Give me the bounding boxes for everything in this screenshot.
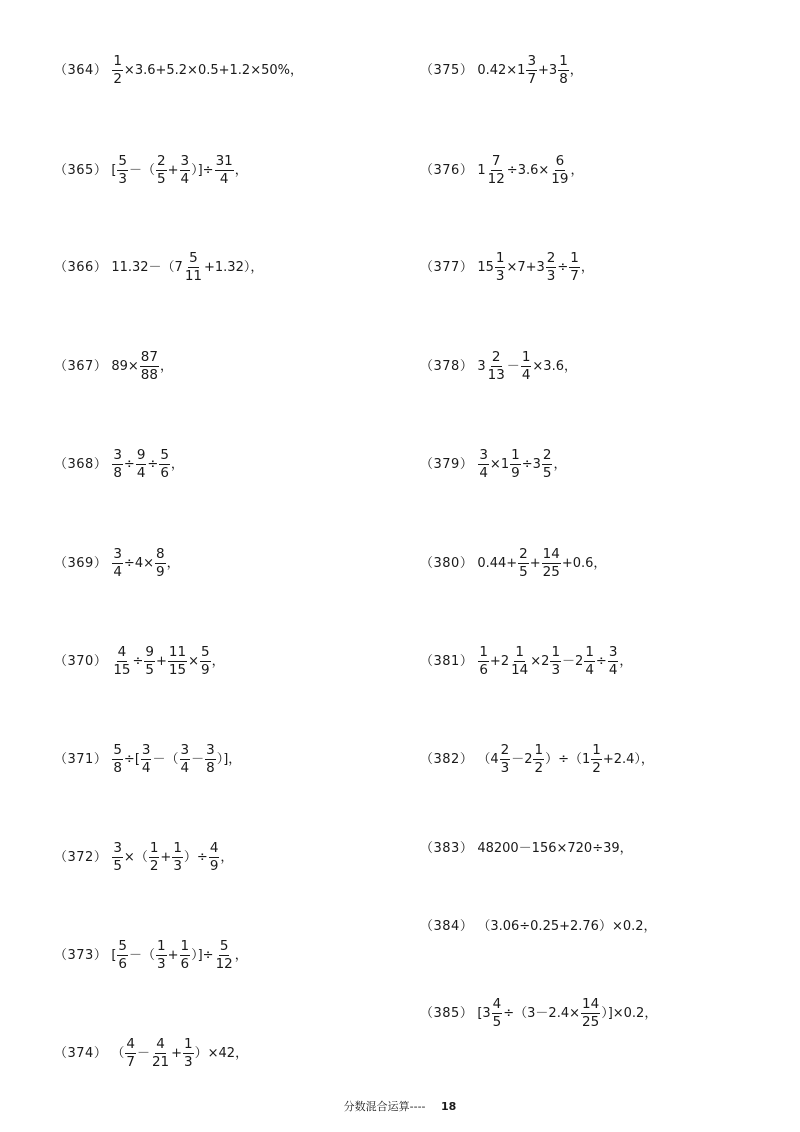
footer-title: 分数混合运算---- xyxy=(343,1100,426,1113)
problem-366 xyxy=(54,251,263,284)
fraction xyxy=(180,743,191,776)
fraction xyxy=(149,841,160,874)
expression-text: + xyxy=(160,849,172,865)
expression-text: （3.06÷0.25+2.76）×0.2， xyxy=(477,918,657,934)
expression-text: ， xyxy=(570,162,584,178)
fraction-numerator: 1 xyxy=(551,643,561,660)
fraction-denominator: 4 xyxy=(141,759,151,776)
fraction xyxy=(117,154,128,187)
problem-369 xyxy=(54,547,180,580)
expression-text: 89× xyxy=(111,358,139,374)
fraction-numerator: 4 xyxy=(117,643,127,660)
problem-377 xyxy=(420,251,594,284)
expression-text: ， xyxy=(580,259,594,275)
fraction xyxy=(168,645,187,678)
fraction-numerator: 87 xyxy=(140,348,158,365)
expression-text: ÷4× xyxy=(123,555,154,571)
expression-text: ， xyxy=(170,456,184,472)
fraction xyxy=(200,645,211,678)
fraction xyxy=(487,154,506,187)
fraction-denominator: 9 xyxy=(209,857,219,874)
problem-number: （382） xyxy=(420,751,474,767)
problem-376 xyxy=(420,154,583,187)
fraction-denominator: 6 xyxy=(118,955,127,972)
expression-text: 0.44+ xyxy=(477,555,518,571)
problem-number: （367） xyxy=(54,358,108,374)
fraction xyxy=(546,251,557,284)
expression-text: － xyxy=(191,751,205,767)
fraction-numerator: 14 xyxy=(582,995,600,1012)
problem-380 xyxy=(420,547,606,580)
fraction-numerator: 2 xyxy=(500,741,510,758)
fraction xyxy=(180,154,191,187)
fraction-numerator: 9 xyxy=(136,446,146,463)
fraction xyxy=(125,1037,136,1070)
expression-text: ÷ xyxy=(123,456,135,472)
fraction-numerator: 5 xyxy=(201,643,210,660)
fraction-numerator: 1 xyxy=(592,741,601,758)
fraction xyxy=(159,448,170,481)
problem-379 xyxy=(420,448,566,481)
fraction-denominator: 21 xyxy=(151,1053,170,1070)
expression-text: ×（ xyxy=(123,849,148,865)
expression-text: +2.4）， xyxy=(602,751,654,767)
fraction-numerator: 6 xyxy=(555,152,565,169)
expression-text: －（ xyxy=(129,162,156,178)
fraction-denominator: 9 xyxy=(201,661,210,678)
problem-number: （383） xyxy=(420,840,474,856)
fraction-denominator: 4 xyxy=(136,464,146,481)
fraction xyxy=(550,645,561,678)
fraction xyxy=(495,251,506,284)
expression-text: ， xyxy=(619,653,633,669)
problem-364 xyxy=(54,54,303,87)
fraction-numerator: 3 xyxy=(141,741,151,758)
fraction xyxy=(156,154,167,187)
problem-number: （381） xyxy=(420,653,474,669)
fraction-numerator: 2 xyxy=(157,152,166,169)
expression-text: －2 xyxy=(562,653,584,669)
fraction xyxy=(533,743,544,776)
expression-text: ， xyxy=(234,162,248,178)
fraction xyxy=(205,743,216,776)
problem-number: （380） xyxy=(420,555,474,571)
fraction-denominator: 4 xyxy=(521,366,531,383)
expression-text: [3 xyxy=(477,1005,491,1021)
expression-text: + xyxy=(167,947,179,963)
fraction-numerator: 9 xyxy=(145,643,155,660)
fraction-numerator: 3 xyxy=(180,152,190,169)
fraction-numerator: 1 xyxy=(173,839,182,856)
fraction-denominator: 3 xyxy=(118,170,127,187)
fraction-numerator: 3 xyxy=(113,545,122,562)
fraction-denominator: 4 xyxy=(180,170,190,187)
problem-375 xyxy=(420,54,583,87)
fraction-numerator: 7 xyxy=(491,152,501,169)
fraction-numerator: 2 xyxy=(519,545,528,562)
expression-text: ×1 xyxy=(489,456,510,472)
fraction-denominator: 3 xyxy=(157,955,166,972)
fraction-denominator: 7 xyxy=(570,267,579,284)
fraction-denominator: 3 xyxy=(495,267,505,284)
expression-text: － xyxy=(506,358,520,374)
fraction-denominator: 8 xyxy=(559,70,568,87)
fraction-denominator: 4 xyxy=(608,661,618,678)
fraction xyxy=(151,1037,170,1070)
fraction-denominator: 9 xyxy=(511,464,520,481)
expression-text: ， xyxy=(553,456,567,472)
fraction-denominator: 5 xyxy=(519,563,528,580)
problem-number: （364） xyxy=(54,62,108,78)
fraction xyxy=(112,645,131,678)
problem-number: （379） xyxy=(420,456,474,472)
problem-number: （374） xyxy=(54,1045,108,1061)
fraction-numerator: 1 xyxy=(511,446,520,463)
fraction-denominator: 2 xyxy=(592,759,601,776)
expression-text: + xyxy=(156,653,167,669)
problem-370 xyxy=(54,645,225,678)
expression-text: － xyxy=(136,1045,150,1061)
fraction-numerator: 14 xyxy=(542,545,560,562)
expression-text: －（ xyxy=(129,947,156,963)
fraction-numerator: 2 xyxy=(491,348,501,365)
expression-text: + xyxy=(167,162,179,178)
expression-text: ）×42， xyxy=(194,1045,249,1061)
problem-number: （371） xyxy=(54,751,108,767)
fraction-denominator: 3 xyxy=(500,759,510,776)
fraction-denominator: 6 xyxy=(180,955,190,972)
expression-text: ， xyxy=(166,555,180,571)
fraction xyxy=(155,547,166,580)
fraction xyxy=(156,939,167,972)
fraction-numerator: 5 xyxy=(118,152,127,169)
fraction-denominator: 19 xyxy=(551,170,569,187)
fraction-numerator: 1 xyxy=(515,643,524,660)
fraction-denominator: 3 xyxy=(173,857,182,874)
fraction xyxy=(136,448,147,481)
fraction-denominator: 5 xyxy=(492,1013,502,1030)
fraction-denominator: 2 xyxy=(113,70,122,87)
expression-text: ÷ xyxy=(132,653,144,669)
fraction-numerator: 4 xyxy=(492,995,502,1012)
expression-text: ）]×0.2， xyxy=(601,1005,658,1021)
fraction-numerator: 1 xyxy=(521,348,531,365)
fraction-denominator: 7 xyxy=(126,1053,135,1070)
fraction-denominator: 6 xyxy=(160,464,169,481)
fraction xyxy=(569,251,580,284)
expression-text: ×2 xyxy=(530,653,550,669)
fraction-numerator: 1 xyxy=(585,643,594,660)
expression-text: [ xyxy=(111,947,117,963)
fraction-numerator: 4 xyxy=(209,839,219,856)
fraction xyxy=(526,54,537,87)
problem-number: （376） xyxy=(420,162,474,178)
fraction-numerator: 3 xyxy=(608,643,618,660)
fraction xyxy=(584,645,595,678)
fraction-numerator: 1 xyxy=(149,839,159,856)
fraction xyxy=(581,997,600,1030)
fraction xyxy=(117,939,128,972)
problem-374 xyxy=(54,1037,248,1070)
expression-text: （4 xyxy=(477,751,499,767)
problem-number: （373） xyxy=(54,947,108,963)
fraction xyxy=(542,547,561,580)
expression-text: ， xyxy=(211,653,225,669)
fraction-denominator: 88 xyxy=(140,366,158,383)
fraction xyxy=(542,448,553,481)
fraction-denominator: 5 xyxy=(542,464,552,481)
fraction-numerator: 1 xyxy=(180,937,190,954)
fraction xyxy=(591,743,602,776)
expression-text: ×3.6+5.2×0.5+1.2×50%， xyxy=(123,62,303,78)
fraction-numerator: 3 xyxy=(206,741,215,758)
expression-text: ）]， xyxy=(216,751,242,767)
expression-text: 1 xyxy=(477,162,486,178)
problem-378 xyxy=(420,350,577,383)
fraction-denominator: 4 xyxy=(479,464,488,481)
expression-text: ， xyxy=(234,947,248,963)
fraction xyxy=(478,448,489,481)
fraction-denominator: 15 xyxy=(113,661,131,678)
expression-text: ×7+3 xyxy=(506,259,545,275)
expression-text: （ xyxy=(111,1045,125,1061)
page-number: 18 xyxy=(441,1100,457,1113)
fraction-numerator: 3 xyxy=(113,446,122,463)
problem-371 xyxy=(54,743,241,776)
fraction xyxy=(112,743,123,776)
fraction xyxy=(500,743,511,776)
fraction-numerator: 5 xyxy=(189,249,198,266)
fraction-numerator: 1 xyxy=(157,937,166,954)
fraction xyxy=(558,54,569,87)
fraction xyxy=(112,54,123,87)
fraction xyxy=(521,350,532,383)
expression-text: + xyxy=(171,1045,183,1061)
fraction-denominator: 14 xyxy=(511,661,529,678)
expression-text: 48200－156×720÷39， xyxy=(477,840,633,856)
problem-383 xyxy=(420,842,633,855)
fraction-denominator: 7 xyxy=(527,70,537,87)
fraction xyxy=(112,841,123,874)
expression-text: ÷3.6× xyxy=(506,162,550,178)
problem-number: （384） xyxy=(420,918,474,934)
fraction-denominator: 8 xyxy=(113,464,122,481)
fraction xyxy=(510,645,529,678)
fraction-denominator: 12 xyxy=(215,955,233,972)
fraction xyxy=(510,448,521,481)
fraction xyxy=(144,645,155,678)
fraction xyxy=(215,939,234,972)
fraction-denominator: 5 xyxy=(145,661,155,678)
fraction-numerator: 2 xyxy=(546,249,556,266)
expression-text: ）]÷ xyxy=(191,947,214,963)
fraction-numerator: 1 xyxy=(534,741,544,758)
fraction-numerator: 3 xyxy=(527,52,537,69)
fraction xyxy=(112,547,123,580)
problem-number: （377） xyxy=(420,259,474,275)
problem-367 xyxy=(54,350,173,383)
problem-number: （378） xyxy=(420,358,474,374)
fraction-denominator: 4 xyxy=(219,170,229,187)
expression-text: －（ xyxy=(152,751,179,767)
expression-text: ÷ xyxy=(147,456,159,472)
fraction-numerator: 1 xyxy=(184,1035,193,1052)
fraction-denominator: 11 xyxy=(184,267,203,284)
fraction xyxy=(112,448,123,481)
fraction-denominator: 4 xyxy=(180,759,190,776)
fraction-denominator: 3 xyxy=(546,267,556,284)
fraction-numerator: 5 xyxy=(118,937,127,954)
fraction-numerator: 2 xyxy=(542,446,552,463)
expression-text: ÷（3－2.4× xyxy=(503,1005,580,1021)
fraction-numerator: 1 xyxy=(495,249,505,266)
expression-text: ， xyxy=(159,358,173,374)
expression-text: 15 xyxy=(477,259,494,275)
fraction xyxy=(172,841,183,874)
expression-text: ×3.6， xyxy=(532,358,577,374)
expression-text: +0.6， xyxy=(561,555,607,571)
expression-text: [ xyxy=(111,162,117,178)
expression-text: 3 xyxy=(477,358,486,374)
fraction xyxy=(492,997,503,1030)
expression-text: ÷[ xyxy=(123,751,140,767)
expression-text: ÷ xyxy=(595,653,607,669)
fraction-denominator: 8 xyxy=(206,759,215,776)
fraction-numerator: 1 xyxy=(559,52,568,69)
expression-text: × xyxy=(188,653,200,669)
problem-372 xyxy=(54,841,233,874)
fraction xyxy=(608,645,619,678)
fraction-denominator: 8 xyxy=(113,759,122,776)
fraction xyxy=(183,1037,194,1070)
expression-text: +1.32）， xyxy=(204,259,264,275)
problem-number: （366） xyxy=(54,259,108,275)
problem-382 xyxy=(420,743,654,776)
problem-number: （370） xyxy=(54,653,108,669)
problem-381 xyxy=(420,645,632,678)
fraction xyxy=(550,154,569,187)
expression-text: －2 xyxy=(511,751,533,767)
fraction xyxy=(215,154,234,187)
problem-368 xyxy=(54,448,184,481)
fraction-denominator: 6 xyxy=(479,661,488,678)
fraction xyxy=(209,841,220,874)
fraction-denominator: 2 xyxy=(149,857,159,874)
fraction-numerator: 4 xyxy=(156,1035,165,1052)
fraction-denominator: 9 xyxy=(155,563,165,580)
fraction-denominator: 3 xyxy=(184,1053,193,1070)
fraction-numerator: 5 xyxy=(113,741,122,758)
expression-text: ÷ xyxy=(557,259,569,275)
problem-number: （375） xyxy=(420,62,474,78)
problem-373 xyxy=(54,939,248,972)
fraction-numerator: 3 xyxy=(479,446,488,463)
expression-text: ÷3 xyxy=(521,456,541,472)
fraction-numerator: 3 xyxy=(180,741,190,758)
fraction-numerator: 3 xyxy=(113,839,122,856)
problem-number: （368） xyxy=(54,456,108,472)
problem-384 xyxy=(420,920,657,933)
fraction-denominator: 4 xyxy=(585,661,594,678)
problem-number: （385） xyxy=(420,1005,474,1021)
fraction-denominator: 25 xyxy=(582,1013,600,1030)
expression-text: 11.32－（7 xyxy=(111,259,183,275)
fraction-denominator: 3 xyxy=(551,661,561,678)
page-footer xyxy=(0,1098,800,1114)
problem-number: （365） xyxy=(54,162,108,178)
expression-text: ）]÷ xyxy=(191,162,214,178)
fraction-numerator: 11 xyxy=(168,643,187,660)
fraction-numerator: 8 xyxy=(155,545,165,562)
expression-text: ）÷（1 xyxy=(545,751,591,767)
fraction xyxy=(141,743,152,776)
fraction-denominator: 4 xyxy=(113,563,122,580)
fraction-denominator: 15 xyxy=(168,661,187,678)
fraction-denominator: 5 xyxy=(113,857,122,874)
fraction-denominator: 2 xyxy=(534,759,544,776)
problem-385 xyxy=(420,997,657,1030)
fraction-denominator: 12 xyxy=(487,170,505,187)
fraction-denominator: 13 xyxy=(487,366,505,383)
expression-text: ， xyxy=(220,849,234,865)
fraction-numerator: 4 xyxy=(126,1035,135,1052)
fraction-numerator: 1 xyxy=(113,52,122,69)
expression-text: ）÷ xyxy=(183,849,208,865)
expression-text: +3 xyxy=(538,62,558,78)
fraction xyxy=(518,547,529,580)
problem-365 xyxy=(54,154,248,187)
fraction xyxy=(184,251,203,284)
expression-text: 0.42×1 xyxy=(477,62,526,78)
expression-text: ， xyxy=(569,62,583,78)
fraction-denominator: 5 xyxy=(157,170,166,187)
fraction-denominator: 25 xyxy=(542,563,560,580)
fraction-numerator: 5 xyxy=(219,937,229,954)
problem-number: （372） xyxy=(54,849,108,865)
fraction-numerator: 1 xyxy=(479,643,488,660)
fraction xyxy=(140,350,159,383)
fraction-numerator: 5 xyxy=(160,446,169,463)
fraction xyxy=(478,645,489,678)
fraction-numerator: 31 xyxy=(215,152,233,169)
fraction-numerator: 1 xyxy=(570,249,579,266)
expression-text: +2 xyxy=(489,653,510,669)
fraction xyxy=(180,939,191,972)
fraction xyxy=(487,350,506,383)
expression-text: + xyxy=(529,555,541,571)
problem-number: （369） xyxy=(54,555,108,571)
